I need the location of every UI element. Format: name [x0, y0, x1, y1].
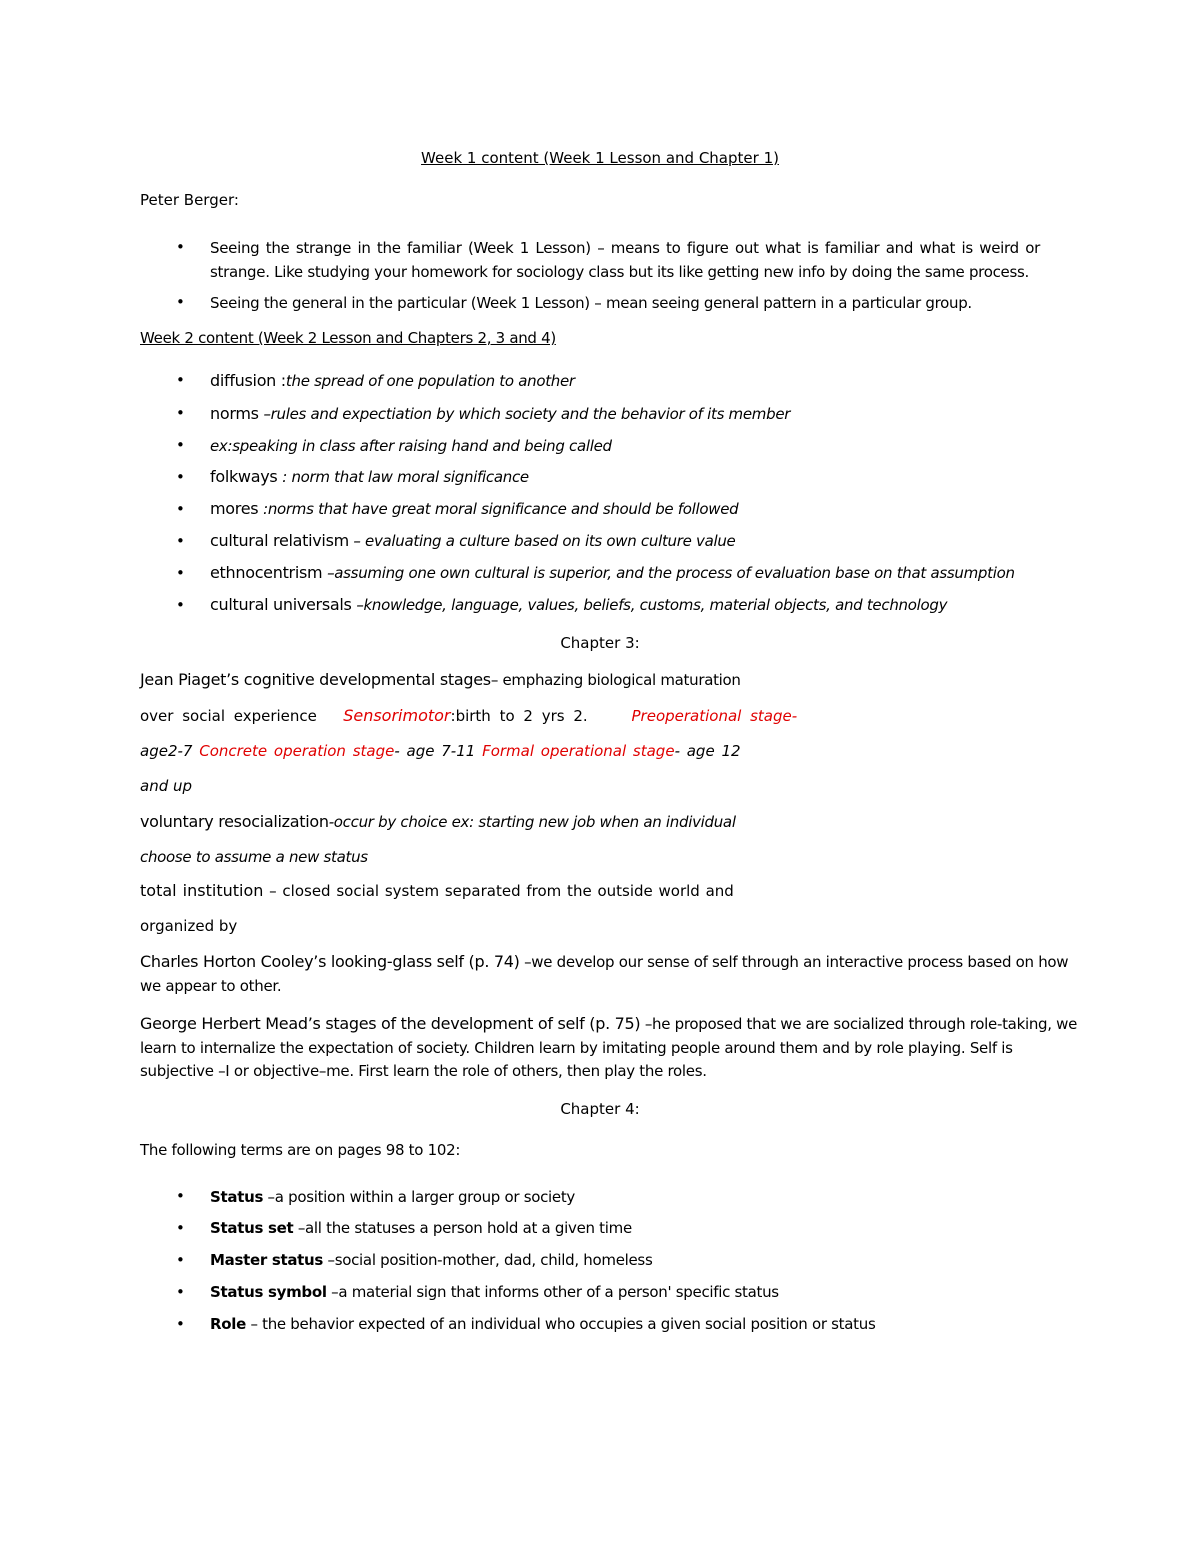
- week2-item-mores: [210, 499, 738, 519]
- definition: –a position within a larger group or society: [263, 1188, 576, 1206]
- week2-item-example: [210, 436, 612, 456]
- stage-formal-def: - age 12: [674, 742, 741, 760]
- bullet-icon: •: [176, 564, 185, 582]
- week1-bullet-2: Seeing the general in the particular (Week 1 Lesson) – mean seeing general pattern in a particular group.: [210, 294, 972, 312]
- definition: –a material sign that informs other of a person' specific status: [326, 1283, 779, 1301]
- term: mores: [210, 499, 264, 518]
- week1-title: [0, 148, 1200, 168]
- chapter4-heading: Chapter 4:: [560, 1100, 640, 1118]
- bullet-icon: •: [176, 468, 185, 486]
- definition: the spread of one population to another: [285, 372, 575, 390]
- definition: : norm that law moral significance: [282, 468, 529, 486]
- resocialization-line-1: [140, 812, 736, 832]
- stage-concrete: Concrete operation stage: [199, 742, 395, 760]
- stage-preoperational: Preoperational stage-: [631, 707, 798, 725]
- term: diffusion :: [210, 371, 286, 390]
- bullet-icon: •: [176, 436, 185, 454]
- piaget-text: over social experience: [140, 707, 317, 725]
- cooley-line-2: we appear to other.: [140, 977, 282, 995]
- term: cultural universals: [210, 595, 357, 614]
- week2-item-norms: [210, 404, 790, 424]
- piaget-line-2: [140, 706, 797, 726]
- week1-bullet-1-line2: strange. Like studying your homework for sociology class but its like getting new info by doing the same process.: [210, 263, 1029, 281]
- week2-title-text: Week 2 content (Week 2 Lesson and Chapters 2, 3 and 4): [140, 329, 556, 347]
- definition: –all the statuses a person hold at a given time: [293, 1219, 632, 1237]
- bullet-icon: •: [176, 1251, 185, 1269]
- week2-item-cultural-relativism: [210, 531, 735, 551]
- definition: –knowledge, language, values, beliefs, customs, material objects, and technology: [356, 596, 948, 614]
- chapter4-item-status-symbol: [210, 1282, 779, 1302]
- institution-line-2: organized by: [140, 917, 238, 935]
- chapter3-heading: Chapter 3:: [560, 634, 640, 652]
- term: ethnocentrism: [210, 563, 328, 582]
- bullet-icon: •: [176, 1315, 185, 1333]
- definition: ex:speaking in class after raising hand and being called: [210, 437, 612, 455]
- bullet-icon: •: [176, 1219, 185, 1237]
- mead-line-1: [140, 1014, 1077, 1034]
- term: Role: [210, 1315, 246, 1333]
- piaget-line-3: [140, 741, 741, 761]
- chapter4-item-status: [210, 1187, 575, 1207]
- chapter4-intro: The following terms are on pages 98 to 102:: [140, 1141, 461, 1159]
- bullet-icon: •: [176, 238, 185, 256]
- resocialization-def: -occur by choice ex: starting new job when an individual: [328, 813, 736, 831]
- piaget-text: age2-7: [140, 742, 193, 760]
- definition: –assuming one own cultural is superior, and the process of evaluation base on that assumption: [327, 564, 1015, 582]
- definition: – the behavior expected of an individual who occupies a given social position or status: [245, 1315, 876, 1333]
- mead-line-3: subjective –I or objective–me. First learn the role of others, then play the roles.: [140, 1062, 707, 1080]
- week2-item-diffusion: [210, 371, 575, 391]
- bullet-icon: •: [176, 500, 185, 518]
- week1-title-text: Week 1 content (Week 1 Lesson and Chapter 1): [421, 149, 779, 167]
- definition: –social position-mother, dad, child, homeless: [323, 1251, 653, 1269]
- institution-line-1: [140, 881, 734, 901]
- stage-sensorimotor-def: :birth to 2 yrs 2.: [450, 707, 588, 725]
- resocialization-line-2: choose to assume a new status: [140, 848, 368, 866]
- cooley-line-1: [140, 952, 1068, 972]
- term: cultural relativism: [210, 531, 349, 550]
- term: Master status: [210, 1251, 324, 1269]
- bullet-icon: •: [176, 1187, 185, 1205]
- institution-def: – closed social system separated from the outside world and: [263, 882, 734, 900]
- term: norms: [210, 404, 264, 423]
- bullet-icon: •: [176, 532, 185, 550]
- term: Status symbol: [210, 1283, 327, 1301]
- resocialization-term: voluntary resocialization: [140, 812, 329, 831]
- week2-item-cultural-universals: [210, 595, 947, 615]
- definition: :norms that have great moral significance and should be followed: [263, 500, 739, 518]
- piaget-term: Jean Piaget’s cognitive developmental stages: [140, 670, 491, 689]
- chapter4-item-status-set: [210, 1218, 632, 1238]
- piaget-line-1: [140, 670, 741, 690]
- cooley-term: Charles Horton Cooley’s looking-glass self (p. 74): [140, 952, 520, 971]
- week1-subheading: Peter Berger:: [140, 191, 239, 209]
- bullet-icon: •: [176, 404, 185, 422]
- definition: –rules and expectiation by which society and the behavior of its member: [263, 405, 791, 423]
- mead-def: –he proposed that we are socialized through role-taking, we: [640, 1015, 1078, 1033]
- bullet-icon: •: [176, 1283, 185, 1301]
- term: Status: [210, 1188, 264, 1206]
- chapter4-item-master-status: [210, 1250, 652, 1270]
- stage-formal: Formal operational stage: [482, 742, 675, 760]
- week2-title: [140, 328, 556, 348]
- week2-item-ethnocentrism: [210, 563, 1015, 583]
- term: folkways: [210, 467, 283, 486]
- week1-bullet-1-line1: Seeing the strange in the familiar (Week 1 Lesson) – means to figure out what is familiar and what is weird or: [210, 239, 1040, 257]
- week2-item-folkways: [210, 467, 529, 487]
- chapter4-item-role: [210, 1314, 875, 1334]
- piaget-line-4: and up: [140, 777, 193, 795]
- mead-line-2: learn to internalize the expectation of society. Children learn by imitating people around them and by role playing. Self is: [140, 1039, 1013, 1057]
- term: Status set: [210, 1219, 294, 1237]
- stage-concrete-def: - age 7-11: [394, 742, 476, 760]
- mead-term: George Herbert Mead’s stages of the development of self (p. 75): [140, 1014, 641, 1033]
- bullet-icon: •: [176, 596, 185, 614]
- stage-sensorimotor: Sensorimotor: [343, 706, 451, 725]
- bullet-icon: •: [176, 371, 185, 389]
- definition: – evaluating a culture based on its own culture value: [348, 532, 736, 550]
- bullet-icon: •: [176, 293, 185, 311]
- cooley-def: –we develop our sense of self through an interactive process based on how: [519, 953, 1069, 971]
- piaget-def: – emphazing biological maturation: [490, 671, 741, 689]
- institution-term: total institution: [140, 881, 264, 900]
